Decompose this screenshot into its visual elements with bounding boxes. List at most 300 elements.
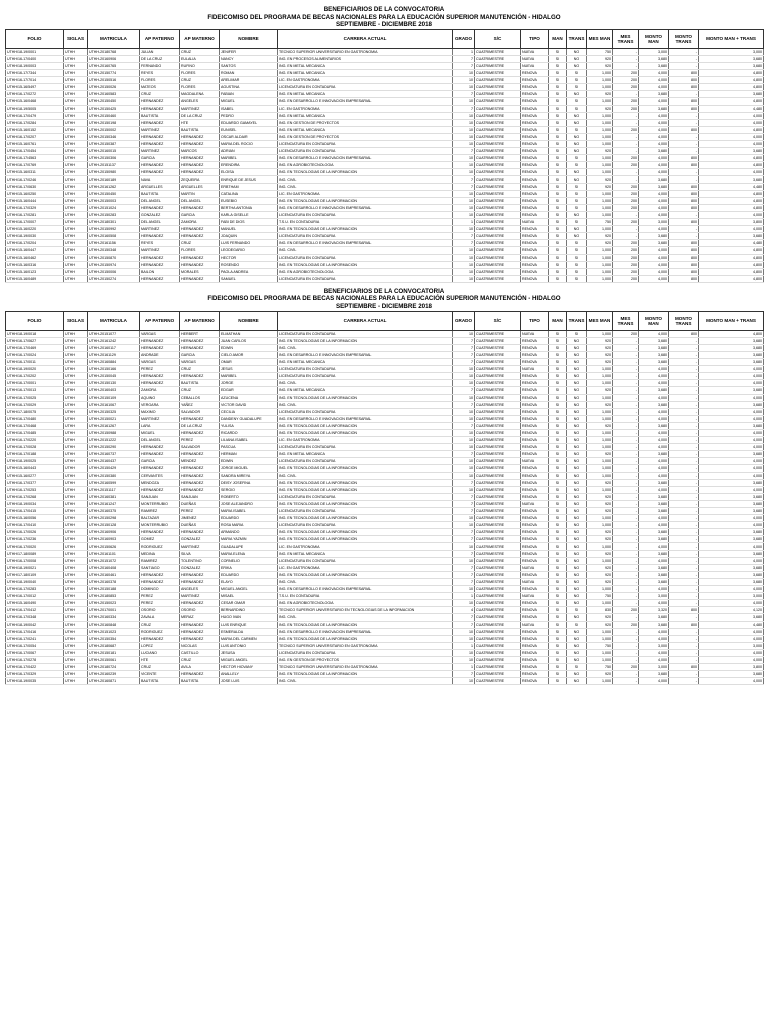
cell-sc: CUATRIMESTRE	[475, 240, 521, 247]
cell-monto-man: 4,000	[639, 649, 669, 656]
cell-sc: CUATRIMESTRE	[475, 472, 521, 479]
cell-ap-materno: DEL ANGEL	[180, 197, 220, 204]
cell-ap-materno: HERNANDEZ	[180, 472, 220, 479]
cell-folio: UTHH/16-17/0013	[6, 387, 64, 394]
cell-ap-materno: MARCOS	[180, 148, 220, 155]
header-row	[6, 29, 764, 48]
cell-mes-man: 1,000	[587, 486, 613, 493]
cell-matricula: UTHH-20160378	[88, 578, 140, 585]
cell-mes-trans: -	[613, 373, 639, 380]
cell-siglas: UTHH	[64, 529, 88, 536]
cell-man: SI	[549, 55, 567, 62]
cell-man: SI	[549, 344, 567, 351]
cell-tipo: RENOVA	[521, 240, 549, 247]
table-row	[6, 126, 764, 133]
cell-folio: UTHH/16-17/0469	[6, 344, 64, 351]
cell-ap-paterno: HERNANDEZ	[140, 578, 180, 585]
cell-nombre: MARIA DEL CARMEN	[220, 635, 278, 642]
cell-sc: CUATRIMESTRE	[475, 628, 521, 635]
cell-matricula: UTHH-20160508	[88, 233, 140, 240]
cell-nombre: KARLA GISELLE	[220, 211, 278, 218]
cell-mes-trans: -	[613, 550, 639, 557]
cell-monto-man: 3,680	[639, 62, 669, 69]
cell-mes-man: 1,000	[587, 84, 613, 91]
cell-nombre: JORGE	[220, 380, 278, 387]
table-row	[6, 429, 764, 436]
cell-matricula: UTHH-20150387	[88, 141, 140, 148]
cell-sc: CUATRIMESTRE	[475, 607, 521, 614]
cell-trans: SI	[567, 664, 587, 671]
cell-matricula: UTHH-20150181	[88, 649, 140, 656]
cell-monto-total: 4,000	[699, 656, 764, 663]
cell-folio: UTHH/16-17/0283	[6, 586, 64, 593]
cell-trans: NO	[567, 141, 587, 148]
cell-folio: UTHH/17-18/0075	[6, 408, 64, 415]
cell-tipo: RENOVA	[521, 472, 549, 479]
cell-mes-trans: -	[613, 359, 639, 366]
cell-sc: CUATRIMESTRE	[475, 429, 521, 436]
cell-matricula: UTHH-20150061	[88, 656, 140, 663]
cell-monto-trans: -	[669, 48, 699, 55]
cell-monto-man: 3,680	[639, 148, 669, 155]
cell-monto-man: 4,000	[639, 444, 669, 451]
cell-man: SI	[549, 628, 567, 635]
cell-tipo: NUEVA	[521, 621, 549, 628]
cell-mes-man: 1,000	[587, 586, 613, 593]
cell-siglas: UTHH	[64, 486, 88, 493]
cell-carrera: ING. EN METAL MECANICA	[278, 387, 453, 394]
cell-matricula: UTHH-20150348	[88, 247, 140, 254]
cell-mes-trans: -	[613, 578, 639, 585]
cell-ap-paterno: VARGAS	[140, 330, 180, 337]
cell-siglas: UTHH	[64, 479, 88, 486]
cell-mes-man: 920	[587, 148, 613, 155]
cell-monto-total: 3,680	[699, 176, 764, 183]
cell-trans: NO	[567, 642, 587, 649]
table-row	[6, 70, 764, 77]
cell-sc: CUATRIMESTRE	[475, 176, 521, 183]
cell-monto-total: 3,680	[699, 233, 764, 240]
cell-ap-paterno: HERNANDEZ	[140, 465, 180, 472]
cell-ap-materno: CRUZ	[180, 387, 220, 394]
cell-monto-man: 4,000	[639, 429, 669, 436]
column-header-folio: FOLIO	[6, 29, 64, 48]
cell-monto-man: 4,000	[639, 268, 669, 275]
table-row	[6, 600, 764, 607]
cell-monto-man: 4,000	[639, 190, 669, 197]
cell-nombre: GUADALUPE	[220, 543, 278, 550]
cell-ap-materno: MORALES	[180, 268, 220, 275]
cell-folio: UTHH/17-18/0109	[6, 571, 64, 578]
cell-carrera: ING. EN DESARROLLO E INNOVACION EMPRESARIAL	[278, 586, 453, 593]
cell-grado: 10	[453, 415, 475, 422]
cell-mes-trans: 200	[613, 183, 639, 190]
cell-ap-materno: DUEÑAS	[180, 500, 220, 507]
cell-trans: NO	[567, 656, 587, 663]
cell-mes-trans: 200	[613, 240, 639, 247]
cell-siglas: UTHH	[64, 614, 88, 621]
cell-mes-man: 1,000	[587, 169, 613, 176]
table-row	[6, 275, 764, 282]
cell-ap-materno: DE LA CRUZ	[180, 112, 220, 119]
column-header-trans: TRANS	[567, 311, 587, 330]
table-row	[6, 226, 764, 233]
table-row	[6, 119, 764, 126]
cell-ap-materno: CRUZ	[180, 240, 220, 247]
cell-sc: CUATRIMESTRE	[475, 649, 521, 656]
cell-ap-paterno: ZAVALA	[140, 614, 180, 621]
cell-monto-man: 3,680	[639, 529, 669, 536]
cell-folio: UTHH/16-17/0011	[6, 359, 64, 366]
cell-tipo: NUEVA	[521, 593, 549, 600]
cell-trans: NO	[567, 550, 587, 557]
table-row	[6, 105, 764, 112]
cell-mes-man: 1,000	[587, 268, 613, 275]
cell-nombre: MARIA YAZMIN	[220, 536, 278, 543]
cell-tipo: RENOVA	[521, 126, 549, 133]
cell-folio: UTHH/17-18/0089	[6, 550, 64, 557]
cell-monto-trans: -	[669, 55, 699, 62]
cell-trans: NO	[567, 522, 587, 529]
cell-ap-paterno: HERNANDEZ	[140, 275, 180, 282]
cell-trans: NO	[567, 500, 587, 507]
cell-tipo: RENOVA	[521, 169, 549, 176]
cell-trans: NO	[567, 133, 587, 140]
cell-tipo: NUEVA	[521, 366, 549, 373]
cell-mes-man: 920	[587, 401, 613, 408]
table-row	[6, 162, 764, 169]
cell-matricula: UTHH-20150974	[88, 261, 140, 268]
cell-ap-paterno: ANDRADE	[140, 351, 180, 358]
cell-mes-man: 1,000	[587, 522, 613, 529]
cell-monto-total: 3,680	[699, 500, 764, 507]
cell-ap-paterno: AQUINO	[140, 394, 180, 401]
cell-monto-trans: -	[669, 500, 699, 507]
cell-trans: NO	[567, 529, 587, 536]
table-row	[6, 635, 764, 642]
cell-man: SI	[549, 70, 567, 77]
cell-man: SI	[549, 240, 567, 247]
cell-nombre: DANDENY GUADALUPE	[220, 415, 278, 422]
cell-tipo: RENOVA	[521, 70, 549, 77]
cell-monto-man: 4,000	[639, 628, 669, 635]
cell-monto-trans: 800	[669, 330, 699, 337]
cell-carrera: ING. CIVIL	[278, 183, 453, 190]
cell-grado: 10	[453, 600, 475, 607]
cell-folio: UTHH/16-17/0241	[6, 635, 64, 642]
cell-ap-materno: CASTILLO	[180, 649, 220, 656]
cell-matricula: UTHH-20160903	[88, 536, 140, 543]
cell-folio: UTHH/15-16/0443	[6, 465, 64, 472]
cell-folio: UTHH/15-16/0462	[6, 254, 64, 261]
cell-siglas: UTHH	[64, 105, 88, 112]
cell-folio: UTHH/18-19/0040	[6, 578, 64, 585]
cell-man: SI	[549, 593, 567, 600]
cell-matricula: UTHH-20150166	[88, 366, 140, 373]
table-row	[6, 169, 764, 176]
cell-trans: NO	[567, 536, 587, 543]
cell-trans: SI	[567, 126, 587, 133]
cell-monto-man: 4,000	[639, 70, 669, 77]
table-row	[6, 415, 764, 422]
cell-grado: 10	[453, 557, 475, 564]
cell-carrera: ING. EN METAL MECANICA	[278, 70, 453, 77]
cell-ap-materno: CRUZ	[180, 656, 220, 663]
cell-grado: 7	[453, 240, 475, 247]
cell-ap-materno: DUEÑAS	[180, 522, 220, 529]
cell-monto-total: 4,000	[699, 465, 764, 472]
cell-tipo: RENOVA	[521, 671, 549, 678]
cell-grado: 10	[453, 408, 475, 415]
cell-mes-trans: -	[613, 628, 639, 635]
cell-mes-man: 1,000	[587, 155, 613, 162]
cell-ap-paterno: CERVANTES	[140, 472, 180, 479]
cell-monto-trans: 800	[669, 664, 699, 671]
cell-ap-paterno: HERNANDEZ	[140, 373, 180, 380]
cell-ap-paterno: VERGARA	[140, 401, 180, 408]
cell-grado: 10	[453, 77, 475, 84]
cell-trans: NO	[567, 176, 587, 183]
cell-mes-man: 920	[587, 571, 613, 578]
cell-carrera: TECNICO SUPERIOR UNIVERSITARIO EN GASTRONOMIA	[278, 48, 453, 55]
cell-trans: NO	[567, 344, 587, 351]
table-row	[6, 571, 764, 578]
cell-trans: NO	[567, 233, 587, 240]
cell-tipo: RENOVA	[521, 607, 549, 614]
table-row	[6, 465, 764, 472]
cell-grado: 10	[453, 197, 475, 204]
cell-monto-total: 4,000	[699, 119, 764, 126]
cell-nombre: JOSE LUIS	[220, 678, 278, 685]
cell-carrera: ING. EN TECNOLOGIAS DE LA INFORMACION	[278, 529, 453, 536]
cell-mes-trans: -	[613, 429, 639, 436]
cell-ap-materno: MARTIN	[180, 190, 220, 197]
cell-folio: UTHH/16-17/0485	[6, 429, 64, 436]
cell-carrera: ING. EN DESARROLLO E INNOVACION EMPRESARIAL	[278, 240, 453, 247]
cell-carrera: ING. EN METAL MECANICA	[278, 112, 453, 119]
cell-mes-trans: -	[613, 351, 639, 358]
cell-matricula: UTHH-20151023	[88, 628, 140, 635]
cell-monto-trans: -	[669, 387, 699, 394]
cell-ap-materno: CRUZ	[180, 366, 220, 373]
cell-ap-materno: BAUTISTA	[180, 678, 220, 685]
cell-carrera: ING. CIVIL	[278, 678, 453, 685]
cell-ap-materno: ANGELES	[180, 98, 220, 105]
cell-nombre: ERBTHAM	[220, 183, 278, 190]
cell-grado: 7	[453, 500, 475, 507]
cell-mes-trans: -	[613, 543, 639, 550]
cell-matricula: UTHH-20150774	[88, 70, 140, 77]
cell-tipo: NUEVA	[521, 48, 549, 55]
table-row	[6, 190, 764, 197]
cell-tipo: RENOVA	[521, 105, 549, 112]
cell-mes-trans: -	[613, 458, 639, 465]
cell-mes-man: 920	[587, 233, 613, 240]
table-row	[6, 219, 764, 226]
cell-ap-materno: HERNANDEZ	[180, 486, 220, 493]
cell-carrera: ING. CIVIL	[278, 614, 453, 621]
cell-sc: CUATRIMESTRE	[475, 408, 521, 415]
cell-man: SI	[549, 422, 567, 429]
title-block-1	[0, 0, 768, 29]
cell-monto-trans: 800	[669, 204, 699, 211]
table-row	[6, 133, 764, 140]
cell-ap-paterno: DEL ANGEL	[140, 197, 180, 204]
cell-carrera: ING. EN DESARROLLO E INNOVACION EMPRESARIAL	[278, 415, 453, 422]
cell-carrera: LICENCIATURA EN CONTADURIA	[278, 373, 453, 380]
cell-mes-man: 1,000	[587, 515, 613, 522]
cell-grado: 10	[453, 112, 475, 119]
cell-carrera: ING. EN GESTION DE PROYECTOS	[278, 656, 453, 663]
cell-folio: UTHH/16-17/0029	[6, 401, 64, 408]
cell-mes-trans: -	[613, 508, 639, 515]
cell-monto-trans: -	[669, 678, 699, 685]
cell-mes-man: 1,000	[587, 366, 613, 373]
cell-mes-man: 1,000	[587, 437, 613, 444]
cell-carrera: LIC. EN GASTRONOMIA	[278, 77, 453, 84]
cell-man: SI	[549, 415, 567, 422]
cell-monto-trans: -	[669, 508, 699, 515]
cell-grado: 10	[453, 429, 475, 436]
cell-monto-man: 4,000	[639, 211, 669, 218]
cell-trans: NO	[567, 564, 587, 571]
cell-carrera: ING. EN AGROBIOTECNOLOGIA	[278, 600, 453, 607]
cell-monto-total: 4,480	[699, 240, 764, 247]
table-row	[6, 493, 764, 500]
cell-carrera: ING. CIVIL	[278, 472, 453, 479]
cell-trans: NO	[567, 373, 587, 380]
cell-mes-man: 750	[587, 664, 613, 671]
cell-carrera: ING. EN TECNOLOGIAS DE LA INFORMACION	[278, 571, 453, 578]
cell-folio: UTHH/16-17/0001	[6, 380, 64, 387]
table-row	[6, 62, 764, 69]
cell-trans: NO	[567, 119, 587, 126]
cell-siglas: UTHH	[64, 133, 88, 140]
cell-matricula: UTHH-20161267	[88, 422, 140, 429]
cell-matricula: UTHH-20160334	[88, 614, 140, 621]
cell-matricula: UTHH-20151077	[88, 330, 140, 337]
cell-trans: NO	[567, 671, 587, 678]
cell-ap-materno: HERNANDEZ	[180, 169, 220, 176]
table-row	[6, 394, 764, 401]
cell-man: SI	[549, 380, 567, 387]
cell-mes-man: 920	[587, 564, 613, 571]
cell-mes-man: 1,000	[587, 649, 613, 656]
cell-ap-materno: HERNANDEZ	[180, 571, 220, 578]
cell-monto-trans: 800	[669, 621, 699, 628]
table-row	[6, 211, 764, 218]
cell-sc: CUATRIMESTRE	[475, 359, 521, 366]
cell-ap-materno: AVILA	[180, 664, 220, 671]
cell-monto-man: 4,000	[639, 486, 669, 493]
cell-tipo: RENOVA	[521, 429, 549, 436]
cell-mes-man: 1,000	[587, 119, 613, 126]
cell-folio: UTHH/16-17/0468	[6, 422, 64, 429]
cell-grado: 10	[453, 254, 475, 261]
cell-nombre: EDUARDO	[220, 515, 278, 522]
cell-trans: NO	[567, 55, 587, 62]
cell-folio: UTHH/16-17/0400	[6, 55, 64, 62]
cell-carrera: ING. EN DESARROLLO E INNOVACION EMPRESARIAL	[278, 351, 453, 358]
cell-tipo: RENOVA	[521, 600, 549, 607]
cell-man: SI	[549, 451, 567, 458]
cell-man: SI	[549, 500, 567, 507]
cell-man: SI	[549, 493, 567, 500]
cell-sc: CUATRIMESTRE	[475, 183, 521, 190]
cell-nombre: BERNARDINO	[220, 607, 278, 614]
cell-monto-man: 4,000	[639, 126, 669, 133]
cell-trans: NO	[567, 614, 587, 621]
table-row	[6, 671, 764, 678]
table-row	[6, 508, 764, 515]
cell-monto-trans: -	[669, 373, 699, 380]
cell-ap-paterno: BALTAZAR	[140, 515, 180, 522]
table-row	[6, 359, 764, 366]
cell-tipo: RENOVA	[521, 141, 549, 148]
cell-siglas: UTHH	[64, 155, 88, 162]
cell-monto-total: 4,800	[699, 330, 764, 337]
cell-monto-total: 4,000	[699, 458, 764, 465]
cell-monto-man: 4,000	[639, 522, 669, 529]
cell-nombre: ROMAN	[220, 70, 278, 77]
cell-matricula: UTHH-20150109	[88, 394, 140, 401]
cell-carrera: ING. EN DESARROLLO E INNOVACION EMPRESARIAL	[278, 204, 453, 211]
cell-siglas: UTHH	[64, 77, 88, 84]
cell-matricula: UTHH-20150198	[88, 119, 140, 126]
cell-mes-trans: 200	[613, 162, 639, 169]
cell-trans: SI	[567, 261, 587, 268]
cell-carrera: ING. CIVIL	[278, 247, 453, 254]
cell-man: SI	[549, 607, 567, 614]
table-row	[6, 197, 764, 204]
cell-ap-materno: MARTINEZ	[180, 593, 220, 600]
cell-folio: UTHH/16-17/0202	[6, 373, 64, 380]
cell-matricula: UTHH-20150283	[88, 211, 140, 218]
cell-sc: CUATRIMESTRE	[475, 458, 521, 465]
cell-trans: NO	[567, 169, 587, 176]
cell-trans: SI	[567, 162, 587, 169]
cell-tipo: NUEVA	[521, 219, 549, 226]
cell-mes-trans: -	[613, 493, 639, 500]
cell-monto-trans: -	[669, 415, 699, 422]
cell-matricula: UTHH-20151072	[88, 557, 140, 564]
cell-matricula: UTHH-20150425	[88, 105, 140, 112]
cell-monto-man: 3,680	[639, 614, 669, 621]
cell-nombre: EDUARDO GAMAYEL	[220, 119, 278, 126]
cell-monto-total: 4,000	[699, 635, 764, 642]
cell-carrera: LIC. EN GASTRONOMIA	[278, 105, 453, 112]
cell-tipo: RENOVA	[521, 275, 549, 282]
cell-monto-man: 4,000	[639, 155, 669, 162]
table-row	[6, 148, 764, 155]
cell-trans: NO	[567, 351, 587, 358]
column-header-monto-trans: MONTO TRANS	[669, 311, 699, 330]
cell-mes-trans: -	[613, 536, 639, 543]
cell-ap-materno: PEREZ	[180, 508, 220, 515]
cell-tipo: RENOVA	[521, 387, 549, 394]
cell-carrera: ING. EN TECNOLOGIAS DE LA INFORMACION	[278, 337, 453, 344]
cell-siglas: UTHH	[64, 240, 88, 247]
cell-sc: CUATRIMESTRE	[475, 91, 521, 98]
cell-ap-materno: HERNANDEZ	[180, 141, 220, 148]
cell-man: SI	[549, 219, 567, 226]
cell-folio: UTHH/15-16/0468	[6, 98, 64, 105]
cell-carrera: ING. EN TECNOLOGIAS DE LA INFORMACION	[278, 429, 453, 436]
cell-carrera: ING. EN METAL MECANICA	[278, 91, 453, 98]
cell-tipo: RENOVA	[521, 529, 549, 536]
cell-sc: CUATRIMESTRE	[475, 380, 521, 387]
cell-sc: CUATRIMESTRE	[475, 564, 521, 571]
